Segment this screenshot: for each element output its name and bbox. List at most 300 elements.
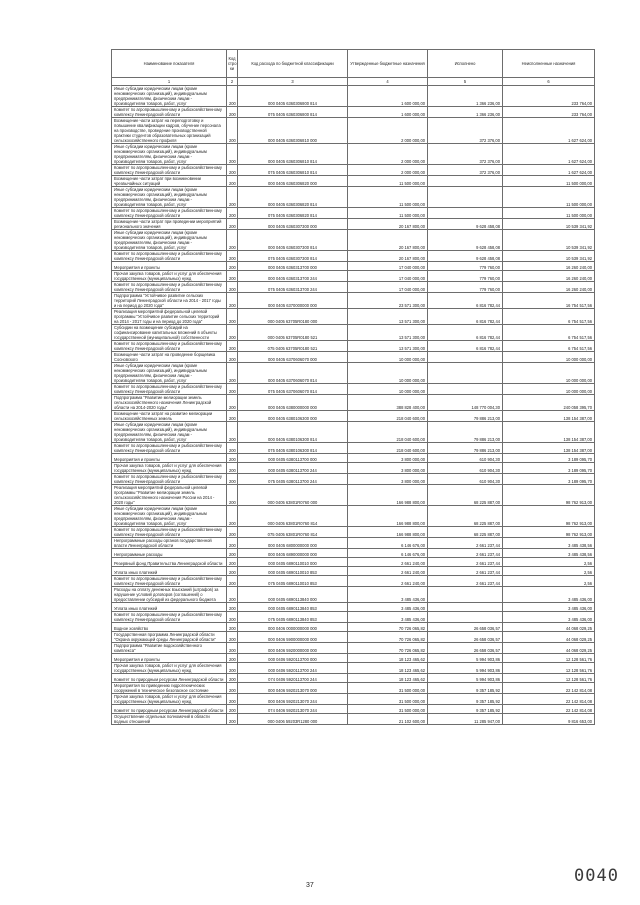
row-executed: 2 661 237,44 — [428, 549, 503, 558]
table-row — [112, 208, 595, 219]
row-budget-code: 000 0405 6890110010 853 — [238, 567, 348, 576]
row-unexecuted: 22 142 814,08 — [503, 683, 595, 694]
row-code: 200 — [227, 107, 238, 118]
table-row — [112, 165, 595, 176]
row-name: Уплата иных платежей — [112, 603, 227, 612]
row-code: 200 — [227, 654, 238, 663]
budget-execution-table — [111, 49, 595, 725]
table-row — [112, 144, 595, 165]
row-approved: 3 800 000,00 — [348, 474, 428, 485]
row-executed: 1 366 236,00 — [428, 86, 503, 107]
row-unexecuted: 138 154 387,00 — [503, 422, 595, 443]
row-unexecuted: 3 485 438,56 — [503, 549, 595, 558]
row-budget-code: 000 0405 63705R0180 521 — [238, 325, 348, 341]
row-name: Субсидии на возмещение субсидий на софинансирование капитальных вложений в объекты государственной (муниципальной) собственности — [112, 325, 227, 341]
table-row — [112, 654, 595, 663]
row-code: 200 — [227, 603, 238, 612]
row-code: 200 — [227, 271, 238, 282]
row-executed: 6 816 782,44 — [428, 325, 503, 341]
row-unexecuted: 16 754 517,56 — [503, 293, 595, 309]
row-executed: 68 225 887,00 — [428, 527, 503, 538]
row-unexecuted: 233 764,00 — [503, 107, 595, 118]
row-approved: 6 146 676,00 — [348, 549, 428, 558]
row-approved: 2 661 240,00 — [348, 576, 428, 587]
row-unexecuted: 3 485 436,00 — [503, 603, 595, 612]
row-executed — [428, 612, 503, 623]
row-name: Мероприятия и проекты — [112, 262, 227, 271]
row-unexecuted: 6 754 517,56 — [503, 309, 595, 325]
row-unexecuted: 16 260 240,00 — [503, 282, 595, 293]
row-name: Комитет по природным ресурсам Ленинградской области — [112, 674, 227, 683]
table-row — [112, 714, 595, 725]
row-unexecuted: 3 485 436,00 — [503, 612, 595, 623]
row-budget-code: 000 0406 5920213070 000 — [238, 683, 348, 694]
row-approved: 2 000 000,00 — [348, 118, 428, 144]
row-unexecuted: 1 627 624,00 — [503, 165, 595, 176]
row-budget-code: 000 0405 6890113840 853 — [238, 603, 348, 612]
header-bcc: Код расхода по бюджетной классификации — [238, 50, 348, 78]
header-unexecuted: Неисполненные назначения — [503, 50, 595, 78]
row-budget-code: 000 0405 6380113700 000 — [238, 454, 348, 463]
row-executed: 5 994 903,86 — [428, 663, 503, 674]
row-name: Возмещение части затрат на развитие мелиорации сельскохозяйственных земель — [112, 411, 227, 422]
row-unexecuted: 9 816 653,00 — [503, 714, 595, 725]
row-executed — [428, 384, 503, 395]
table-body — [112, 86, 595, 725]
row-budget-code: 075 0405 6360313700 244 — [238, 282, 348, 293]
row-budget-code: 000 0406 5900000000 000 — [238, 632, 348, 643]
row-approved: 70 726 065,82 — [348, 643, 428, 654]
row-budget-code: 000 0405 6380000000 000 — [238, 395, 348, 411]
table-row — [112, 527, 595, 538]
row-name: Комитет по агропромышленному и рыбохозяйственному комплексу Ленинградской области — [112, 341, 227, 352]
row-approved: 2 000 000,00 — [348, 165, 428, 176]
row-approved: 3 800 000,00 — [348, 454, 428, 463]
row-name: Мероприятия и проекты — [112, 454, 227, 463]
row-budget-code: 000 0405 6360306820 814 — [238, 187, 348, 208]
row-code: 200 — [227, 144, 238, 165]
row-approved: 70 726 065,82 — [348, 632, 428, 643]
row-unexecuted: 44 068 029,25 — [503, 623, 595, 632]
row-code: 200 — [227, 165, 238, 176]
row-budget-code: 075 0405 63801R0760 814 — [238, 527, 348, 538]
row-code: 200 — [227, 251, 238, 262]
row-executed: 9 628 458,08 — [428, 251, 503, 262]
row-executed: 610 904,30 — [428, 463, 503, 474]
row-name: Иные субсидии юридическим лицам (кроме некоммерческих организаций), индивидуальным предпринимателям, физическим лицам - производителям товаров, работ, услуг — [112, 422, 227, 443]
row-unexecuted: 6 754 517,56 — [503, 325, 595, 341]
row-executed — [428, 187, 503, 208]
row-name: Мероприятия и проекты — [112, 654, 227, 663]
row-budget-code: 000 0405 6380113700 244 — [238, 463, 348, 474]
row-code: 200 — [227, 612, 238, 623]
row-name: Водное хозяйство — [112, 623, 227, 632]
row-approved: 17 040 000,00 — [348, 262, 428, 271]
row-name: Комитет по агропромышленному и рыбохозяйственному комплексу Ленинградской области — [112, 527, 227, 538]
row-budget-code: 000 0405 6360306820 000 — [238, 176, 348, 187]
table-row — [112, 663, 595, 674]
row-executed: 68 225 887,00 — [428, 506, 503, 527]
row-executed: 79 886 213,00 — [428, 443, 503, 454]
row-budget-code: 075 0405 6360307300 814 — [238, 251, 348, 262]
table-row — [112, 485, 595, 506]
row-budget-code: 000 0405 63801R0760 000 — [238, 485, 348, 506]
row-executed — [428, 176, 503, 187]
row-approved: 21 102 600,00 — [348, 714, 428, 725]
table-row — [112, 230, 595, 251]
row-code: 200 — [227, 341, 238, 352]
table-row — [112, 463, 595, 474]
row-budget-code: 074 0406 5920213070 244 — [238, 705, 348, 714]
row-name: Иные субсидии юридическим лицам (кроме некоммерческих организаций), индивидуальным предпринимателям, физическим лицам - производителям товаров, работ, услуг — [112, 187, 227, 208]
row-unexecuted: 2,56 — [503, 576, 595, 587]
table-row — [112, 395, 595, 411]
row-approved: 13 571 300,00 — [348, 341, 428, 352]
row-approved: 10 000 000,00 — [348, 352, 428, 363]
row-executed: 610 904,30 — [428, 474, 503, 485]
table-row — [112, 474, 595, 485]
table-row — [112, 443, 595, 454]
archive-stamp-number: 0040 — [574, 866, 619, 886]
row-executed — [428, 363, 503, 384]
row-name: Комитет по агропромышленному и рыбохозяйственному комплексу Ленинградской области — [112, 612, 227, 623]
row-name: Иные субсидии юридическим лицам (кроме некоммерческих организаций), индивидуальным предпринимателям, физическим лицам - производителям товаров, работ, услуг — [112, 86, 227, 107]
row-unexecuted: 44 068 029,25 — [503, 632, 595, 643]
table-row — [112, 612, 595, 623]
row-executed — [428, 208, 503, 219]
row-unexecuted: 12 128 561,76 — [503, 663, 595, 674]
row-approved: 18 123 465,62 — [348, 674, 428, 683]
row-executed: 6 816 782,44 — [428, 341, 503, 352]
row-name: Прочая закупка товаров, работ и услуг для обеспечения государственных (муниципальных) нужд — [112, 463, 227, 474]
row-unexecuted: 10 539 341,92 — [503, 230, 595, 251]
row-code: 200 — [227, 663, 238, 674]
row-code: 200 — [227, 643, 238, 654]
row-name: Возмещение части затрат на проведение борщевика Сосновского — [112, 352, 227, 363]
row-unexecuted: 98 762 913,00 — [503, 485, 595, 506]
table-row — [112, 187, 595, 208]
row-name: Реализация мероприятий федеральной целевой программы "Устойчивое развитие сельских территорий на 2014 - 2017 годы и на период до 2020 года" — [112, 309, 227, 325]
row-approved: 6 146 676,00 — [348, 538, 428, 549]
row-unexecuted: 3 485 438,56 — [503, 538, 595, 549]
row-name: Резервный фонд Правительства Ленинградской области — [112, 558, 227, 567]
row-name: Комитет по агропромышленному и рыбохозяйственному комплексу Ленинградской области — [112, 443, 227, 454]
row-approved: 20 167 800,00 — [348, 219, 428, 230]
row-budget-code: 000 0405 6370606070 814 — [238, 363, 348, 384]
row-approved: 20 167 800,00 — [348, 251, 428, 262]
row-executed: 372 376,00 — [428, 144, 503, 165]
row-code: 200 — [227, 705, 238, 714]
row-executed: 779 760,00 — [428, 262, 503, 271]
row-unexecuted: 10 000 000,00 — [503, 384, 595, 395]
row-unexecuted: 44 068 029,25 — [503, 643, 595, 654]
row-unexecuted: 10 539 341,92 — [503, 251, 595, 262]
row-budget-code: 000 0405 63705R0180 000 — [238, 309, 348, 325]
row-unexecuted: 240 058 395,70 — [503, 395, 595, 411]
column-number: 3 — [238, 78, 348, 86]
row-executed: 9 628 458,08 — [428, 219, 503, 230]
row-budget-code: 075 0405 6360306820 814 — [238, 208, 348, 219]
row-executed: 1 366 236,00 — [428, 107, 503, 118]
table-row — [112, 674, 595, 683]
row-budget-code: 000 0405 6800000000 000 — [238, 538, 348, 549]
table-row — [112, 587, 595, 603]
row-unexecuted: 138 154 387,00 — [503, 443, 595, 454]
row-approved: 1 600 000,00 — [348, 86, 428, 107]
row-code: 200 — [227, 282, 238, 293]
row-unexecuted: 16 260 240,00 — [503, 271, 595, 282]
table-row — [112, 271, 595, 282]
table-row — [112, 363, 595, 384]
row-name: Подпрограмма "Развитие мелиорации земель сельскохозяйственного назначения Ленинградской области на 2014-2020 годы" — [112, 395, 227, 411]
row-executed — [428, 587, 503, 603]
row-unexecuted: 1 627 624,00 — [503, 144, 595, 165]
row-unexecuted: 138 154 387,00 — [503, 411, 595, 422]
row-name: Комитет по агропромышленному и рыбохозяйственному комплексу Ленинградской области — [112, 208, 227, 219]
row-name: Реализация мероприятий федеральной целевой программы "Развитие мелиорации земель сельскохозяйственного назначения России на 2014 - 2020 годы" — [112, 485, 227, 506]
row-executed: 6 816 782,44 — [428, 293, 503, 309]
row-code: 200 — [227, 219, 238, 230]
row-budget-code: 000 0405 6360313700 244 — [238, 271, 348, 282]
row-executed: 68 225 887,00 — [428, 485, 503, 506]
row-approved: 17 040 000,00 — [348, 282, 428, 293]
row-code: 200 — [227, 443, 238, 454]
row-code: 200 — [227, 395, 238, 411]
row-name: Мероприятия по приведению гидротехнических сооружений в техническое безопасное состояние — [112, 683, 227, 694]
header-approved: Утвержденные бюджетные назначения — [348, 50, 428, 78]
column-number: 6 — [503, 78, 595, 86]
row-code: 200 — [227, 674, 238, 683]
table-row — [112, 251, 595, 262]
row-name: Прочая закупка товаров, работ и услуг для обеспечения государственных (муниципальных) нужд — [112, 694, 227, 705]
header-code: Код стро ки — [227, 50, 238, 78]
row-name: Иные субсидии юридическим лицам (кроме некоммерческих организаций), индивидуальным предпринимателям, физическим лицам - производителям товаров, работ, услуг — [112, 506, 227, 527]
table-row — [112, 576, 595, 587]
table-row — [112, 538, 595, 549]
column-numbers — [112, 78, 595, 86]
row-name: Возмещение части затрат при возникновении чрезвычайных ситуаций — [112, 176, 227, 187]
row-name: Подпрограмма "Развитие водохозяйственного комплекса" — [112, 643, 227, 654]
table-row — [112, 282, 595, 293]
table-row — [112, 683, 595, 694]
table-row — [112, 352, 595, 363]
row-name: Комитет по агропромышленному и рыбохозяйственному комплексу Ленинградской области — [112, 165, 227, 176]
table-row — [112, 694, 595, 705]
row-code: 200 — [227, 325, 238, 341]
row-approved: 2 000 000,00 — [348, 144, 428, 165]
row-budget-code: 000 0405 6360313700 000 — [238, 262, 348, 271]
table-header — [112, 50, 595, 78]
row-budget-code: 000 0406 5920000000 000 — [238, 643, 348, 654]
row-code: 200 — [227, 623, 238, 632]
row-budget-code: 000 0405 6360306810 000 — [238, 118, 348, 144]
row-name: Подпрограмма "Устойчивое развитие сельских территорий Ленинградской области на 2014 - 2017 годы и на период до 2020 года" — [112, 293, 227, 309]
row-unexecuted: 12 128 561,76 — [503, 674, 595, 683]
row-approved: 70 726 065,82 — [348, 623, 428, 632]
table-row — [112, 567, 595, 576]
row-unexecuted: 11 500 000,00 — [503, 187, 595, 208]
row-code: 200 — [227, 262, 238, 271]
row-budget-code: 000 0405 6380106300 000 — [238, 411, 348, 422]
row-budget-code: 075 0405 6360306800 814 — [238, 107, 348, 118]
row-budget-code: 075 0405 6380106300 814 — [238, 443, 348, 454]
table-row — [112, 293, 595, 309]
row-executed: 2 661 237,44 — [428, 558, 503, 567]
table-row — [112, 411, 595, 422]
row-unexecuted: 11 500 000,00 — [503, 176, 595, 187]
table-row — [112, 219, 595, 230]
header-executed: Исполнено — [428, 50, 503, 78]
row-code: 200 — [227, 683, 238, 694]
table-row — [112, 341, 595, 352]
table-row — [112, 325, 595, 341]
row-executed — [428, 352, 503, 363]
row-name: Комитет по природным ресурсам Ленинградской области — [112, 705, 227, 714]
row-executed: 2 661 237,44 — [428, 576, 503, 587]
row-name: Комитет по агропромышленному и рыбохозяйственному комплексу Ленинградской области — [112, 282, 227, 293]
header-name: Наименование показателя — [112, 50, 227, 78]
row-budget-code: 075 0405 6380113700 244 — [238, 474, 348, 485]
column-number: 1 — [112, 78, 227, 86]
row-unexecuted: 3 189 095,70 — [503, 454, 595, 463]
row-approved: 31 500 000,00 — [348, 694, 428, 705]
table-row — [112, 603, 595, 612]
row-code: 200 — [227, 411, 238, 422]
row-name: Прочая закупка товаров, работ и услуг для обеспечения государственных (муниципальных) нужд — [112, 271, 227, 282]
row-code: 200 — [227, 549, 238, 558]
row-approved: 3 800 000,00 — [348, 463, 428, 474]
row-name: Иные субсидии юридическим лицам (кроме некоммерческих организаций), индивидуальным предпринимателям, физическим лицам - производителям товаров, работ, услуг — [112, 230, 227, 251]
row-name: Возмещение части затрат на переподготовку и повышение квалификации кадров, обучение персонала на производстве, проведение производственной практики студентов образовательных организаций сельскохозяйственного профиля — [112, 118, 227, 144]
row-executed — [428, 603, 503, 612]
row-code: 200 — [227, 422, 238, 443]
row-budget-code: 000 0406 5920213070 244 — [238, 694, 348, 705]
row-unexecuted: 233 764,00 — [503, 86, 595, 107]
row-approved: 31 500 000,00 — [348, 705, 428, 714]
column-number: 5 — [428, 78, 503, 86]
row-unexecuted: 10 539 341,92 — [503, 219, 595, 230]
row-unexecuted: 10 000 000,00 — [503, 352, 595, 363]
row-executed: 779 760,00 — [428, 282, 503, 293]
column-number: 2 — [227, 78, 238, 86]
row-unexecuted: 3 485 436,00 — [503, 587, 595, 603]
row-code: 200 — [227, 527, 238, 538]
row-name: Иные субсидии юридическим лицам (кроме некоммерческих организаций), индивидуальным предпринимателям, физическим лицам - производителям товаров, работ, услуг — [112, 144, 227, 165]
row-executed: 6 816 782,44 — [428, 309, 503, 325]
row-code: 200 — [227, 538, 238, 549]
row-budget-code: 000 0405 6360306800 814 — [238, 86, 348, 107]
row-approved: 13 571 300,00 — [348, 309, 428, 325]
row-code: 200 — [227, 208, 238, 219]
row-unexecuted: 16 260 240,00 — [503, 262, 595, 271]
row-approved: 11 500 000,00 — [348, 176, 428, 187]
row-budget-code: 000 0406 59203R1280 000 — [238, 714, 348, 725]
row-approved: 13 571 300,00 — [348, 325, 428, 341]
row-code: 200 — [227, 558, 238, 567]
row-code: 200 — [227, 632, 238, 643]
row-approved: 17 040 000,00 — [348, 271, 428, 282]
row-unexecuted: 2,56 — [503, 567, 595, 576]
row-budget-code: 074 0406 5920113700 244 — [238, 674, 348, 683]
row-approved: 218 040 600,00 — [348, 422, 428, 443]
row-budget-code: 000 0405 6890110010 000 — [238, 558, 348, 567]
row-name: Непрограммные расходы органов государственной власти Ленинградской области — [112, 538, 227, 549]
row-unexecuted: 11 500 000,00 — [503, 208, 595, 219]
table-row — [112, 643, 595, 654]
row-code: 200 — [227, 352, 238, 363]
row-executed: 11 285 947,00 — [428, 714, 503, 725]
row-executed: 26 658 036,57 — [428, 643, 503, 654]
row-budget-code: 000 0405 6360306810 814 — [238, 144, 348, 165]
row-unexecuted: 6 754 517,56 — [503, 341, 595, 352]
row-unexecuted: 10 000 000,00 — [503, 363, 595, 384]
row-executed: 26 658 036,57 — [428, 623, 503, 632]
row-unexecuted: 3 189 095,70 — [503, 474, 595, 485]
row-budget-code: 000 0405 6360307300 000 — [238, 219, 348, 230]
row-approved: 166 988 800,00 — [348, 485, 428, 506]
row-unexecuted: 22 142 814,08 — [503, 705, 595, 714]
table-row — [112, 506, 595, 527]
row-executed: 372 376,00 — [428, 118, 503, 144]
row-budget-code: 075 0405 6890113840 853 — [238, 612, 348, 623]
row-executed: 2 661 237,44 — [428, 567, 503, 576]
table-row — [112, 262, 595, 271]
row-executed: 610 904,30 — [428, 454, 503, 463]
row-budget-code: 075 0405 6360306810 814 — [238, 165, 348, 176]
row-budget-code: 075 0405 6890110010 853 — [238, 576, 348, 587]
row-budget-code: 000 0405 6370606070 000 — [238, 352, 348, 363]
table-row — [112, 454, 595, 463]
row-code: 200 — [227, 454, 238, 463]
table-row — [112, 549, 595, 558]
table-row — [112, 623, 595, 632]
row-code: 200 — [227, 384, 238, 395]
table-row — [112, 86, 595, 107]
page-number: 37 — [306, 882, 314, 889]
row-executed: 9 628 458,08 — [428, 230, 503, 251]
row-unexecuted: 1 627 624,00 — [503, 118, 595, 144]
row-executed: 5 994 903,86 — [428, 674, 503, 683]
row-budget-code: 000 0405 6890000000 000 — [238, 549, 348, 558]
row-code: 200 — [227, 230, 238, 251]
row-executed: 26 658 036,57 — [428, 632, 503, 643]
row-name: Прочая закупка товаров, работ и услуг для обеспечения государственных (муниципальных) нужд — [112, 663, 227, 674]
row-approved: 218 040 600,00 — [348, 443, 428, 454]
row-approved: 23 571 300,00 — [348, 293, 428, 309]
row-code: 200 — [227, 463, 238, 474]
row-name: Комитет по агропромышленному и рыбохозяйственному комплексу Ленинградской области — [112, 474, 227, 485]
row-executed: 5 994 903,86 — [428, 654, 503, 663]
row-approved: 31 500 000,00 — [348, 683, 428, 694]
table-row — [112, 118, 595, 144]
row-approved: 2 661 240,00 — [348, 567, 428, 576]
row-code: 200 — [227, 187, 238, 208]
table-row — [112, 384, 595, 395]
row-executed: 9 357 185,92 — [428, 683, 503, 694]
row-unexecuted: 3 189 095,70 — [503, 463, 595, 474]
row-executed: 779 760,00 — [428, 271, 503, 282]
row-unexecuted: 12 128 561,76 — [503, 654, 595, 663]
row-code: 200 — [227, 309, 238, 325]
row-code: 200 — [227, 363, 238, 384]
row-name: Иные субсидии юридическим лицам (кроме некоммерческих организаций), индивидуальным предпринимателям, физическим лицам - производителям товаров, работ, услуг — [112, 363, 227, 384]
table-row — [112, 176, 595, 187]
row-code: 200 — [227, 587, 238, 603]
row-executed: 9 357 185,92 — [428, 694, 503, 705]
row-executed: 9 357 185,92 — [428, 705, 503, 714]
row-name: Расходы на оплату денежных взысканий (штрафов) за нарушение условий договоров (соглашений) о предоставлении субсидий из федерального бюджета — [112, 587, 227, 603]
row-code: 200 — [227, 474, 238, 485]
